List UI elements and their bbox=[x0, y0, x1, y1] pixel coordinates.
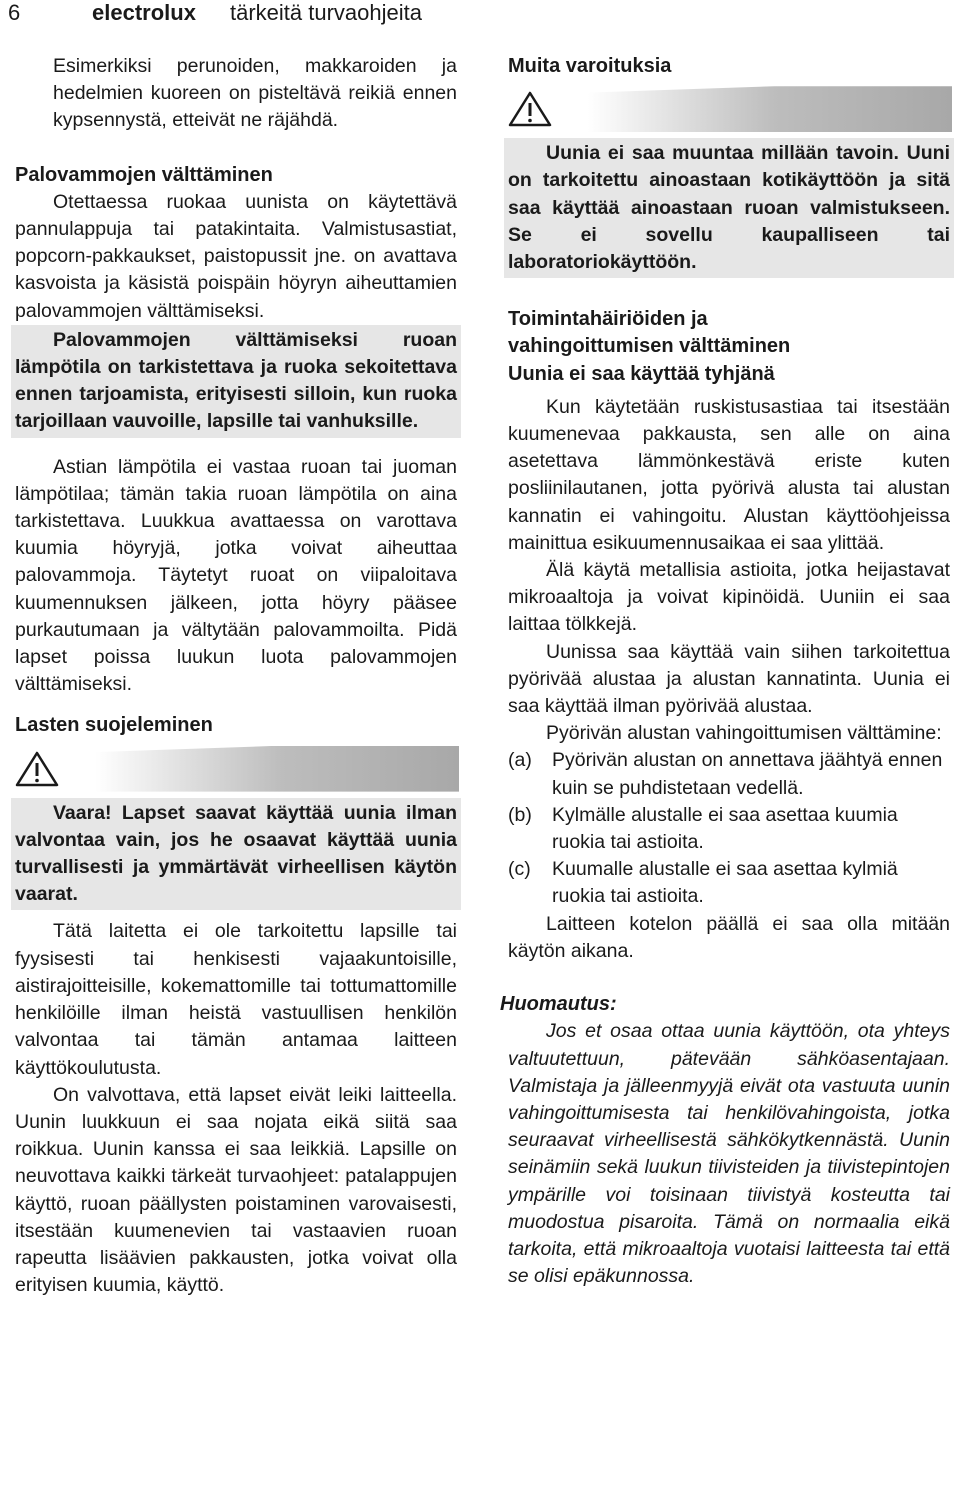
right-column bbox=[500, 53, 950, 1290]
child-warning-banner bbox=[15, 746, 457, 794]
brand-name: electrolux bbox=[92, 0, 196, 25]
other-warning-banner bbox=[508, 86, 950, 134]
other-warning-text: Uunia ei saa muuntaa millään tavoin. Uuni on tarkoitettu ainoastaan kotikäyttöön ja sitä saa käyttää ainoastaan ruoan valmistukseen. Se ei sovellu kaupalliseen tai laboratoriokäyttöön. bbox=[504, 138, 954, 278]
list-item bbox=[508, 747, 950, 801]
malfunction-paragraph-4: Pyörivän alustan vahingoittumisen välttämine: bbox=[546, 722, 942, 745]
warning-triangle-icon bbox=[15, 750, 59, 788]
list-text: Kuumalle alustalle ei saa asettaa kylmiä ruokia tai astioita. bbox=[552, 858, 898, 908]
burn-paragraph-1: Otettaessa ruokaa uunista on käytettävä pannulappuja tai patakintaita. Valmistusastiat, popcorn-pakkaukset, paistopussit jne. on avattava kasvoista ja käsistä poispäin höyryn aiheuttamien palovammojen välttämiseksi. bbox=[15, 190, 457, 322]
warning-bar bbox=[15, 746, 459, 792]
list-marker: (a) bbox=[508, 749, 532, 772]
malfunction-paragraph-1: Kun käytetään ruskistusastiaa tai itsestään kuumenevaa pakkausta, sen alle on aina asetettava lämmönkestävä eriste kuten posliinilautanen, jotta pyörivä alusta tai alustan kannatin ei vahingoitu. Alustan käyttöohjeissa mainittua esikuumennusaikaa ei saa ylittää. bbox=[508, 395, 950, 554]
other-warnings-heading: Muita varoituksia bbox=[508, 55, 672, 77]
malfunction-heading-line-2: vahingoittumisen välttäminen bbox=[508, 335, 791, 358]
warning-triangle-icon bbox=[508, 90, 552, 128]
intro-paragraph: Esimerkiksi perunoiden, makkaroiden ja hedelmien kuoreen on pisteltävä reikiä ennen kypsennystä, etteivät ne räjähdä. bbox=[53, 55, 457, 132]
malfunction-heading-line-1: Toimintahäiriöiden ja bbox=[508, 308, 708, 331]
header-title: tärkeitä turvaohjeita bbox=[230, 0, 422, 25]
warning-bar bbox=[508, 86, 952, 132]
left-column bbox=[15, 53, 457, 1299]
list-text: Kylmälle alustalle ei saa asettaa kuumia ruokia tai astioita. bbox=[552, 803, 898, 854]
child-paragraph-1: Tätä laitetta ei ole tarkoitettu lapsille tai fyysisesti tai henkisesti vajaakuntoisille, aistirajoitteisille, kokemattomille tai tottumattomille henkilöille ilman heistä vastuullisen henkilön valvontaa tai tämän antamaa laitteen käyttökoulutusta. bbox=[15, 920, 457, 1079]
note-text: Jos et osaa ottaa uunia käyttöön, ota yhteys valtuutettuun, pätevään sähköasentajaan. Valmistaja ja jälleenmyyjä eivät ota vastuuta uunin vahingoittumisesta tai henkilövahingoista, jotka seuraavat virheellisestä sähkökytkennästä. Uunin seinämiin sekä luukun tiivisteiden ja tiivistepintojen ympärille voi toisinaan tiivistyä kosteutta tai muodostua pisaroita. Tämä on normaalia eikä tarkoita, että mikroaaltoja vuotaisi laitteesta tai että se olisi epäkunnossa. bbox=[508, 1020, 950, 1288]
page-header bbox=[0, 0, 960, 30]
list-item bbox=[508, 856, 950, 910]
child-heading: Lasten suojeleminen bbox=[15, 714, 213, 737]
list-marker: (c) bbox=[508, 858, 531, 881]
burn-heading: Palovammojen välttäminen bbox=[15, 163, 273, 186]
malfunction-paragraph-2: Älä käytä metallisia astioita, jotka heijastavat mikroaaltoja ja voivat kipinöidä. Uuniin ei saa laittaa tölkkejä. bbox=[508, 559, 950, 636]
list-item bbox=[508, 802, 950, 856]
list-text: Pyörivän alustan on annettava jäähtyä ennen kuin se puhdistetaan vedellä. bbox=[552, 749, 943, 799]
page-number: 6 bbox=[8, 0, 21, 25]
malfunction-heading-line-3: Uunia ei saa käyttää tyhjänä bbox=[508, 362, 775, 385]
child-warning-text: Vaara! Lapset saavat käyttää uunia ilman valvontaa vain, jos he osaavat käyttää uunia turvallisesti ja ymmärtävät virheellisen käytön vaarat. bbox=[11, 798, 461, 911]
note-title: Huomautus: bbox=[500, 993, 617, 1016]
burn-paragraph-2: Astian lämpötila ei vastaa ruoan tai juoman lämpötilaa; tämän takia ruoan lämpötila on aina tarkistettava. Luukkua avattaessa on varottava kuumia höyryjä, jotka voivat aiheuttaa palovammoja. Täytetyt ruoat on viipaloitava kuumennuksen jälkeen, jotta höyry pääsee purkautumaan ja vältytään palovammoilta. Pidä lapset poissa luukun luota palovammojen välttämiseksi. bbox=[15, 455, 457, 696]
list-marker: (b) bbox=[508, 803, 532, 826]
child-paragraph-2: On valvottava, että lapset eivät leiki laitteella. Uunin luukkuun ei saa nojata eikä siitä saa roikkua. Uunin kanssa ei saa leikkiä. Lapsille on neuvottava kaikki tärkeät turvaohjeet: patalappujen käyttö, ruoan päällysten poistaminen varovaisesti, itsestään kuumenevien tai vastaavien ruoan rapeutta lisäävien pakkausten, jotka voivat olla erityisen kuumia, käyttö. bbox=[15, 1083, 457, 1297]
malfunction-paragraph-5: Laitteen kotelon päällä ei saa olla mitään käytön aikana. bbox=[508, 912, 950, 962]
burn-bold-warning: Palovammojen välttämiseksi ruoan lämpötila on tarkistettava ja ruoka sekoitettava ennen tarjoamista, erityisesti silloin, kun ruoka tarjoillaan vauvoille, lapsille tai vanhuksille. bbox=[11, 325, 461, 438]
malfunction-paragraph-3: Uunissa saa käyttää vain siihen tarkoitettua pyörivää alustaa ja alustan kannatinta. Uunia ei saa käyttää ilman pyörivää alustaa. bbox=[508, 640, 950, 718]
